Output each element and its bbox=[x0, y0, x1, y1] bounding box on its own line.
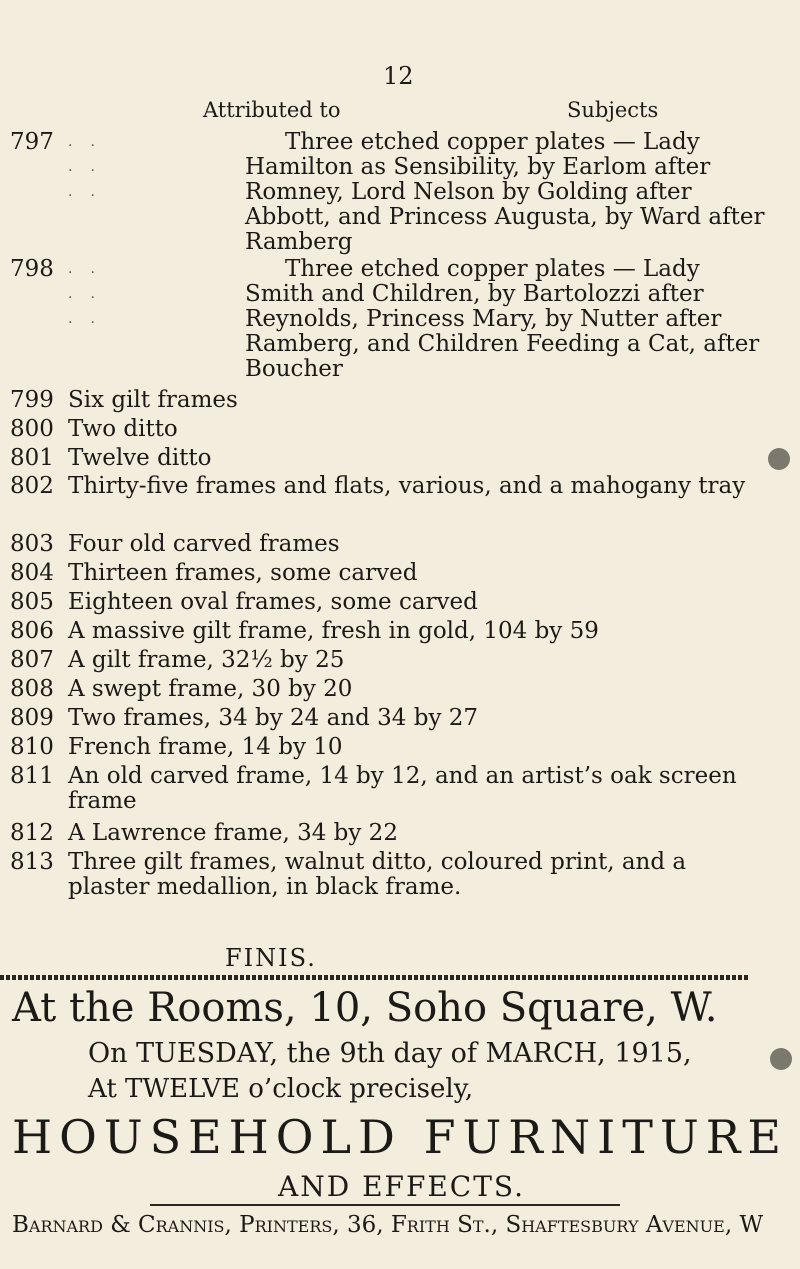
column-header-subjects: Subjects bbox=[567, 98, 659, 122]
lot-number: 806 bbox=[10, 618, 54, 644]
lot-description: A massive gilt frame, fresh in gold, 104 by 59 bbox=[68, 618, 599, 644]
lot-description: Two frames, 34 by 24 and 34 by 27 bbox=[68, 705, 479, 731]
lot-number: 803 bbox=[10, 531, 54, 557]
lot-number: 813 bbox=[10, 849, 54, 875]
sale-time: At TWELVE o’clock precisely, bbox=[88, 1074, 474, 1104]
lot-description: A Lawrence frame, 34 by 22 bbox=[68, 820, 398, 846]
lot-number: 798 bbox=[10, 256, 54, 282]
lot-description: An old carved frame, 14 by 12, and an artist’s oak screen frame bbox=[68, 763, 737, 814]
lot-description: Eighteen oval frames, some carved bbox=[68, 589, 478, 615]
lot-description: French frame, 14 by 10 bbox=[68, 734, 343, 760]
sale-title: HOUSEHOLD FURNITURE bbox=[12, 1110, 788, 1164]
lot-description: Thirty-five frames and flats, various, and a mahogany tray bbox=[68, 473, 746, 499]
lot-number: 802 bbox=[10, 473, 54, 499]
lot-number: 799 bbox=[10, 387, 54, 413]
lot-description: Three etched copper plates — Lady Smith and Children, by Bartolozzi after Reynolds, Princess Mary, by Nutter after Ramberg, and Children Feeding a Cat, after Boucher bbox=[245, 256, 760, 382]
lot-description: Three gilt frames, walnut ditto, coloured print, and a plaster medallion, in black frame. bbox=[68, 849, 687, 900]
lot-description: Two ditto bbox=[68, 416, 178, 442]
lot-description: Three etched copper plates — Lady Hamilton as Sensibility, by Earlom after Romney, Lord Nelson by Golding after Abbott, and Princess Augusta, by Ward after Ramberg bbox=[245, 129, 765, 255]
lot-number: 808 bbox=[10, 676, 54, 702]
lot-number: 805 bbox=[10, 589, 54, 615]
lot-description: A gilt frame, 32½ by 25 bbox=[68, 647, 345, 673]
lot-description: Twelve ditto bbox=[68, 445, 212, 471]
divider-rule bbox=[0, 975, 750, 980]
sale-location: At the Rooms, 10, Soho Square, W. bbox=[12, 985, 718, 1031]
leader-dots: .. .. .. bbox=[68, 134, 113, 200]
lot-description: Four old carved frames bbox=[68, 531, 340, 557]
ink-blot-icon bbox=[768, 448, 790, 470]
divider-rule-short bbox=[150, 1204, 620, 1206]
lot-number: 801 bbox=[10, 445, 54, 471]
lot-number: 804 bbox=[10, 560, 54, 586]
lot-description: Six gilt frames bbox=[68, 387, 238, 413]
lot-description: Thirteen frames, some carved bbox=[68, 560, 418, 586]
page-number: 12 bbox=[383, 62, 414, 90]
leader-dots: .. .. .. bbox=[68, 261, 113, 327]
sale-date: On TUESDAY, the 9th day of MARCH, 1915, bbox=[88, 1038, 692, 1069]
lot-number: 797 bbox=[10, 129, 54, 155]
finis-label: FINIS. bbox=[225, 944, 317, 972]
lot-number: 810 bbox=[10, 734, 54, 760]
lot-number: 807 bbox=[10, 647, 54, 673]
lot-number: 812 bbox=[10, 820, 54, 846]
lot-number: 809 bbox=[10, 705, 54, 731]
ink-blot-icon bbox=[770, 1048, 792, 1070]
column-header-attributed: Attributed to bbox=[203, 98, 341, 122]
sale-subtitle: AND EFFECTS. bbox=[278, 1170, 525, 1203]
lot-number: 800 bbox=[10, 416, 54, 442]
lot-description: A swept frame, 30 by 20 bbox=[68, 676, 353, 702]
printer-imprint: Barnard & Crannis, Printers, 36, Frith St., Shaftesbury Avenue, W bbox=[12, 1212, 764, 1238]
lot-number: 811 bbox=[10, 763, 54, 789]
